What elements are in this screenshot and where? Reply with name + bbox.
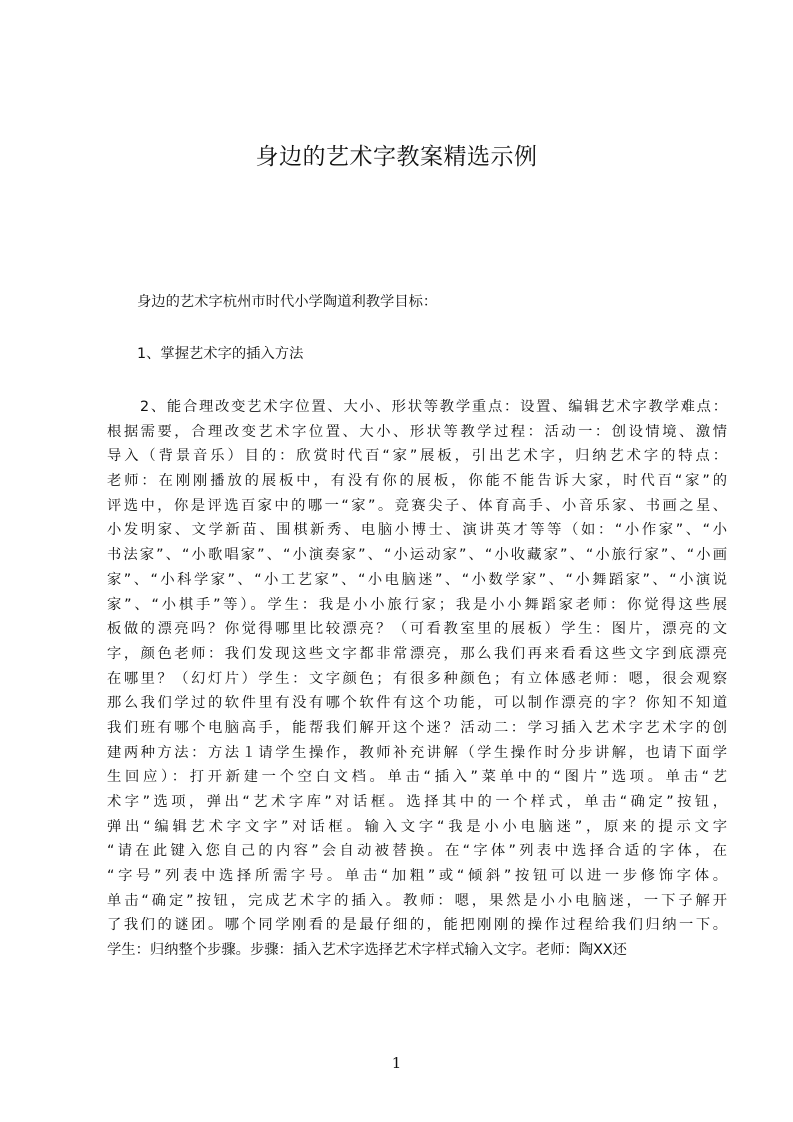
- body-line: 导入（背景音乐）目的：欣赏时代百“家”展板，引出艺术字，归纳艺术字的特点：: [107, 448, 727, 465]
- body-line: 板做的漂亮吗？你觉得哪里比较漂亮？（可看教室里的展板）学生：图片，漂亮的文: [107, 621, 727, 638]
- body-line: 了我们的谜团。哪个同学刚看的是最仔细的，能把刚刚的操作过程给我们归纳一下。: [107, 917, 727, 934]
- body-line: 那么我们学过的软件里有没有哪个软件有这个功能，可以制作漂亮的字？你知不知道: [107, 695, 727, 712]
- body-line: 我们班有哪个电脑高手，能帮我们解开这个迷？活动二：学习插入艺术字艺术字的创: [107, 719, 727, 736]
- intro-paragraph: 身边的艺术字杭州市时代小学陶道利教学目标：: [137, 294, 438, 310]
- body-line: 根据需要，合理改变艺术字位置、大小、形状等教学过程：活动一：创设情境、激情: [107, 423, 727, 440]
- body-line: 家”、“小科学家”、“小工艺家”、“小电脑迷”、“小数学家”、“小舞蹈家”、“小演说: [107, 571, 727, 588]
- body-line: 建两种方法：方法１请学生操作，教师补充讲解（学生操作时分步讲解，也请下面学: [107, 744, 727, 761]
- body-line: 生回应）：打开新建一个空白文档。单击“插入”菜单中的“图片”选项。单击“艺: [107, 769, 727, 786]
- body-line: 2、能合理改变艺术字位置、大小、形状等教学重点：设置、编辑艺术字教学难点：: [140, 399, 727, 415]
- objective-1: 1、掌握艺术字的插入方法: [137, 346, 304, 362]
- body-line: 书法家”、“小歌唱家”、“小演奏家”、“小运动家”、“小收藏家”、“小旅行家”、“小画: [107, 547, 727, 564]
- document-title: 身边的艺术字教案精选示例: [255, 144, 538, 170]
- body-line: 小发明家、文学新苗、围棋新秀、电脑小博士、演讲英才等等（如：“小作家”、“小: [107, 522, 727, 539]
- body-line: 弹出“编辑艺术字文字”对话框。输入文字“我是小小电脑迷”，原来的提示文字: [107, 818, 727, 835]
- body-line: 评选中，你是评选百家中的哪一“家”。竞赛尖子、体育高手、小音乐家、书画之星、: [107, 497, 727, 514]
- body-line: 单击“确定”按钮，完成艺术字的插入。教师：嗯，果然是小小电脑迷，一下子解开: [107, 892, 727, 909]
- body-line: 字，颜色老师：我们发现这些文字都非常漂亮，那么我们再来看看这些文字到底漂亮: [107, 645, 727, 662]
- page-number: 1: [391, 1054, 402, 1072]
- body-line: 术字”选项，弹出“艺术字库”对话框。选择其中的一个样式，单击“确定”按钮，: [107, 794, 727, 810]
- body-line: 学生：归纳整个步骤。步骤：插入艺术字选择艺术字样式输入文字。老师：陶XX还: [107, 942, 627, 959]
- body-line: 老师：在刚刚播放的展板中，有没有你的展板，你能不能告诉大家，时代百“家”的: [107, 473, 727, 490]
- body-line: “请在此键入您自己的内容”会自动被替换。在“字体”列表中选择合适的字体，在: [107, 843, 727, 860]
- body-line: 在哪里？（幻灯片）学生：文字颜色；有很多种颜色；有立体感老师：嗯，很会观察: [107, 670, 727, 687]
- body-text: [107, 395, 727, 963]
- body-line: 家”、“小棋手”等）。学生：我是小小旅行家；我是小小舞蹈家老师：你觉得这些展: [107, 596, 727, 613]
- body-line: “字号”列表中选择所需字号。单击“加粗”或“倾斜”按钮可以进一步修饰字体。: [107, 868, 727, 885]
